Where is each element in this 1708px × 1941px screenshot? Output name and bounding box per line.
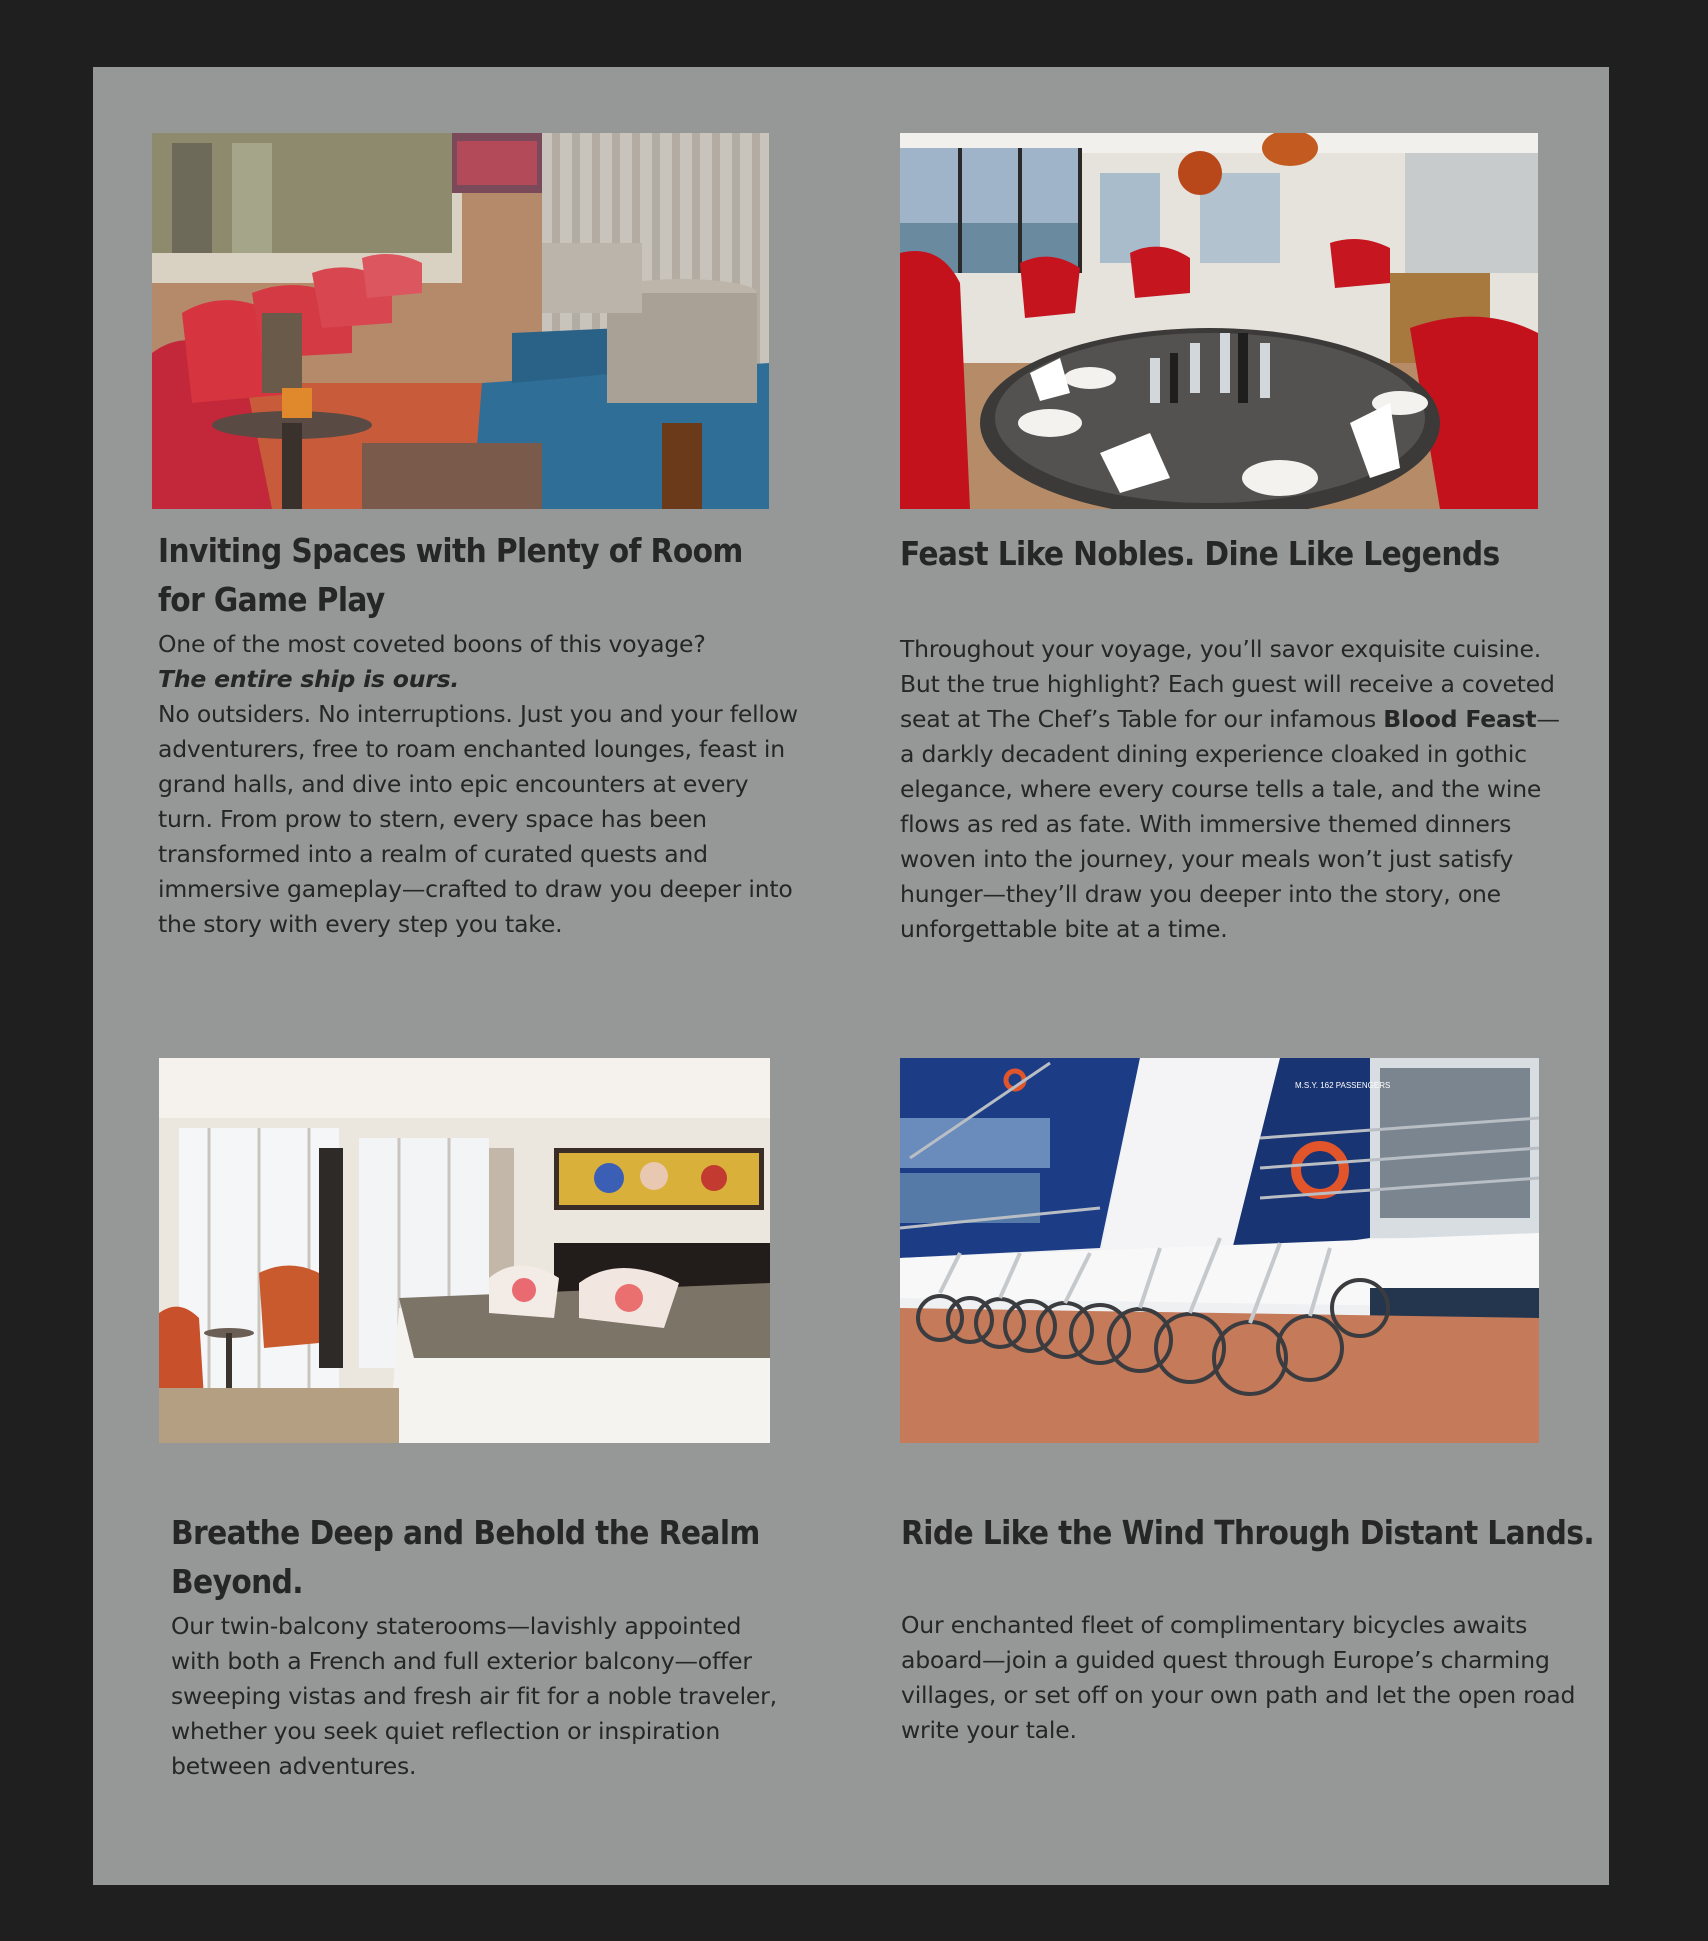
card-title: Feast Like Nobles. Dine Like Legends [900, 534, 1500, 573]
dining-photo-art [900, 133, 1538, 509]
card-body-rest: No outsiders. No interruptions. Just you and your fellow adventurers, free to roam enchanted lounges, feast in grand halls, and dive into epic encounters at every turn. From prow to stern, every space has been transformed into a realm of curated quests and immersive gameplay—crafted to draw you deeper into the story with every step you take. [158, 700, 798, 938]
card-body: Our twin-balcony staterooms—lavishly appointed with both a French and full exterior balcony—offer sweeping vistas and fresh air fit for a noble traveler, whether you seek quiet reflection or inspiration between adventures. [171, 1612, 777, 1780]
card-title: Ride Like the Wind Through Distant Lands. [901, 1513, 1595, 1552]
card-title: Inviting Spaces with Plenty of Room for Game Play [158, 531, 743, 619]
card-title: Breathe Deep and Behold the Realm Beyond. [171, 1513, 760, 1601]
card-body-after: —a darkly decadent dining experience cloaked in gothic elegance, where every course tells a tale, and the wine flows as red as fate. With immersive themed dinners woven into the journey, your meals won’t just satisfy hunger—they’ll draw you deeper into the story, one unforgettable bite at a time. [900, 705, 1560, 943]
lounge-photo [152, 133, 769, 509]
card-body [900, 632, 1570, 947]
card-body-intro: One of the most coveted boons of this voyage? [158, 630, 706, 658]
stateroom-photo [159, 1058, 770, 1443]
card-body-bold: Blood Feast [1383, 705, 1537, 733]
card-body-emphasis: The entire ship is ours. [158, 665, 460, 693]
ship-sign: M.S.Y. 162 PASSENGERS [1295, 1081, 1391, 1090]
lounge-photo-art [152, 133, 769, 509]
bicycles-photo-art [900, 1058, 1539, 1443]
card-body-before: Throughout your voyage, you’ll savor exquisite cuisine. But the true highlight? Each guest will receive a coveted seat at The Chef’s Table for our infamous [900, 635, 1555, 733]
dining-photo [900, 133, 1538, 509]
content-panel [93, 67, 1609, 1885]
card-body: Our enchanted fleet of complimentary bicycles awaits aboard—join a guided quest through Europe’s charming villages, or set off on your own path and let the open road write your tale. [901, 1611, 1576, 1744]
stateroom-photo-art [159, 1058, 770, 1443]
card-body [158, 627, 798, 942]
bicycles-photo [900, 1058, 1539, 1443]
